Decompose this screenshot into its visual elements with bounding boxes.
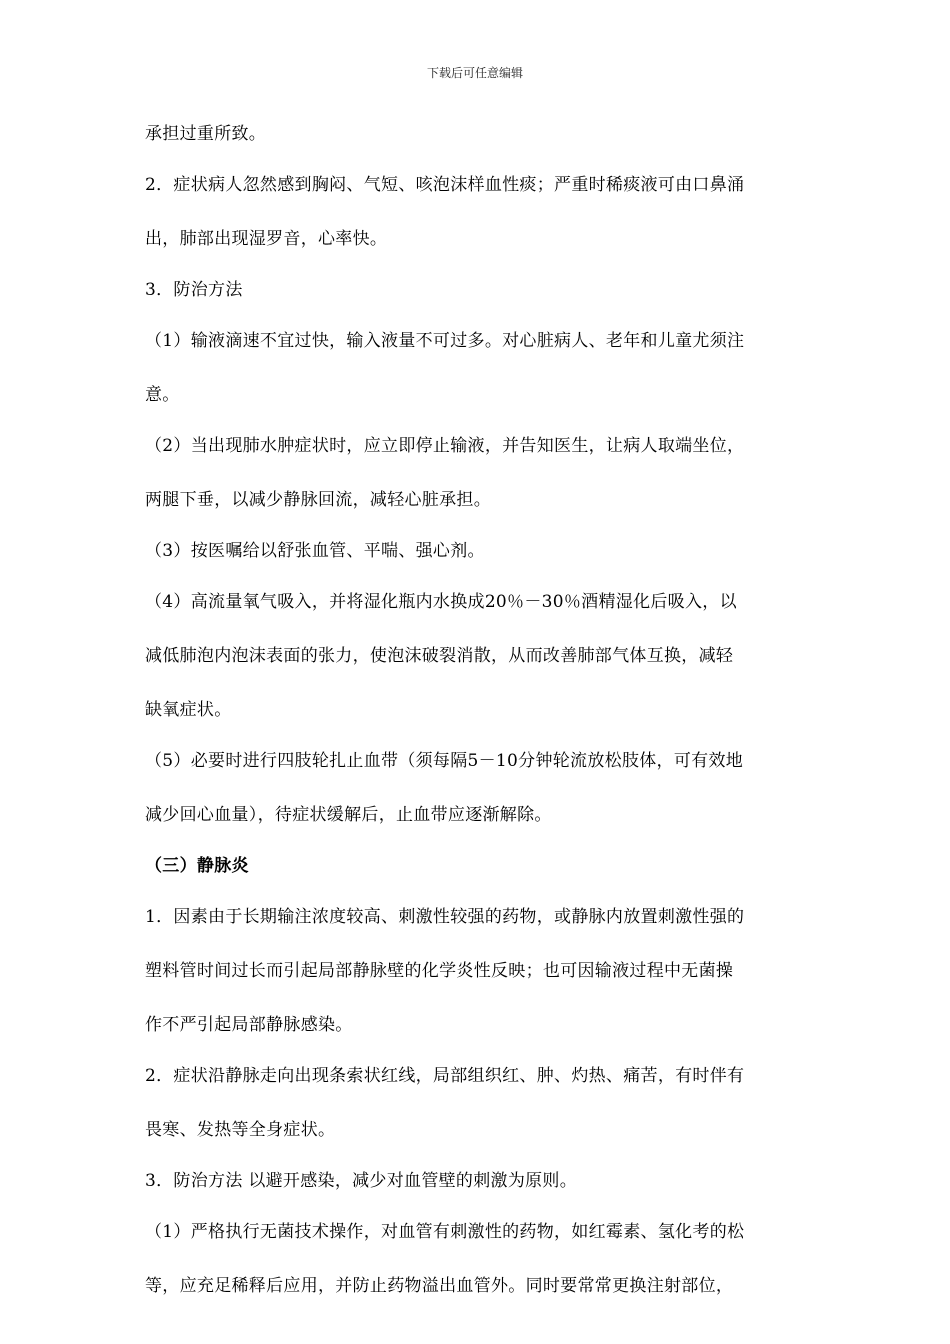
text-line: 3．防治方法 以避开感染，减少对血管壁的刺激为原则。: [145, 1171, 578, 1191]
section-heading: （三）静脉炎: [145, 856, 249, 876]
text-line: 塑料管时间过长而引起局部静脉壁的化学炎性反映；也可因输液过程中无菌操: [145, 961, 734, 981]
text-line: 减少回心血量），待症状缓解后，止血带应逐渐解除。: [145, 805, 552, 825]
text-line: 意。: [145, 385, 180, 405]
page-header: 下载后可任意编辑: [426, 66, 523, 80]
text-line: 2．症状病人忽然感到胸闷、气短、咳泡沫样血性痰；严重时稀痰液可由口鼻涌: [145, 175, 745, 195]
text-line: （2）当出现肺水肿症状时，应立即停止输液，并告知医生，让病人取端坐位，: [145, 436, 745, 456]
text-line: （1）输液滴速不宜过快，输入液量不可过多。对心脏病人、老年和儿童尤须注: [145, 331, 745, 351]
text-line: （3）按医嘱给以舒张血管、平喘、强心剂。: [145, 541, 485, 561]
text-line: （4）高流量氧气吸入，并将湿化瓶内水换成20％－30％酒精湿化后吸入，以: [145, 592, 737, 612]
text-line: 作不严引起局部静脉感染。: [145, 1015, 353, 1035]
text-line: 两腿下垂，以减少静脉回流，减轻心脏承担。: [145, 490, 491, 510]
text-line: 减低肺泡内泡沫表面的张力，使泡沫破裂消散，从而改善肺部气体互换，减轻: [145, 646, 734, 666]
text-line: 出，肺部出现湿罗音，心率快。: [145, 229, 388, 249]
text-line: （5）必要时进行四肢轮扎止血带（须每隔5－10分钟轮流放松肢体，可有效地: [145, 751, 744, 771]
text-line: 缺氧症状。: [145, 700, 232, 720]
text-line: 1．因素由于长期输注浓度较高、刺激性较强的药物，或静脉内放置刺激性强的: [145, 907, 745, 927]
text-line: （1）严格执行无菌技术操作，对血管有刺激性的药物，如红霉素、氢化考的松: [145, 1222, 745, 1242]
text-line: 2．症状沿静脉走向出现条索状红线，局部组织红、肿、灼热、痛苦，有时伴有: [145, 1066, 745, 1086]
text-line: 畏寒、发热等全身症状。: [145, 1120, 336, 1140]
text-line: 承担过重所致。: [145, 124, 267, 144]
text-line: 等，应充足稀释后应用，并防止药物溢出血管外。同时要常常更换注射部位，: [145, 1276, 734, 1296]
text-line: 3．防治方法: [145, 280, 243, 300]
document-body: [145, 120, 807, 1300]
